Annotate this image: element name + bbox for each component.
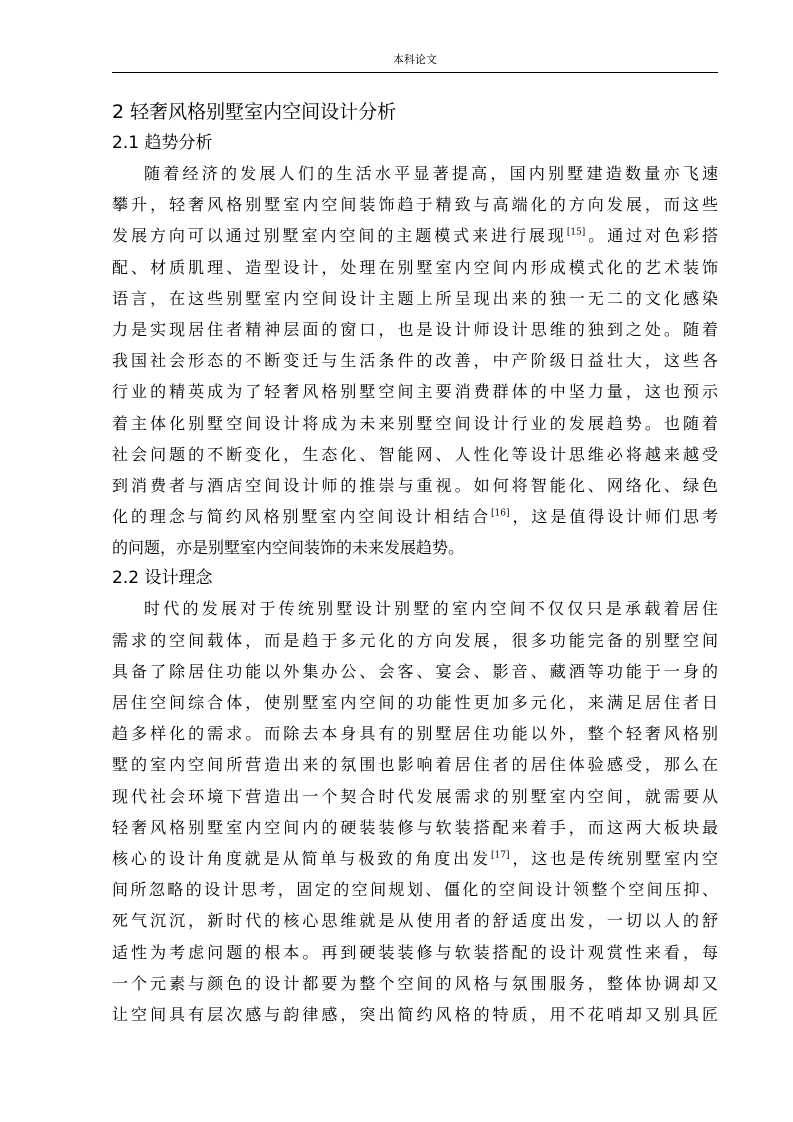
paragraph-line: 需求的空间载体，而是趋于多元化的方向发展，很多功能完备的别墅空间 [112, 630, 718, 650]
paragraph-line: 墅的室内空间所营造出来的氛围也影响着居住者的居住体验感受，那么在 [112, 755, 718, 775]
paragraph-line: 现代社会环境下营造出一个契合时代发展需求的别墅室内空间，就需要从 [112, 786, 718, 806]
paragraph-line: 死气沉沉，新时代的核心思维就是从使用者的舒适度出发，一切以人的舒 [112, 911, 718, 931]
section-heading-2-2: 2.2 设计理念 [112, 568, 213, 589]
paragraph-line: 适性为考虑问题的根本。再到硬装装修与软装搭配的设计观赏性来看，每 [112, 942, 718, 962]
line-text: 发展方向可以通过别墅室内空间的主题模式来进行展现 [112, 226, 567, 246]
page-content [112, 96, 718, 1030]
citation-ref-15: [15] [566, 228, 586, 239]
chapter-heading: 2 轻奢风格别墅室内空间设计分析 [112, 101, 397, 123]
line-text: 化的理念与简约风格别墅室内空间设计相结合 [112, 507, 492, 527]
paragraph-line [112, 220, 718, 251]
paragraph-line: 我国社会形态的不断变迁与生活条件的改善，中产阶级日益壮大，这些各 [112, 351, 718, 371]
paragraph-line: 居住空间综合体，使别墅室内空间的功能性更加多元化，来满足居住者日 [112, 693, 718, 712]
paragraph-line: 间所忽略的设计思考，固定的空间规划、僵化的空间设计领整个空间压抑、 [112, 880, 718, 900]
paragraph-line: 配、材质肌理、造型设计，处理在别墅室内空间内形成模式化的艺术装饰 [112, 257, 718, 277]
paragraph-line: 社会问题的不断变化，生态化、智能网、人性化等设计思维必将越来越受 [112, 444, 718, 464]
section-heading-2-1: 2.1 趋势分析 [112, 133, 213, 153]
header-rule [112, 72, 718, 73]
paragraph-line: 随着经济的发展人们的生活水平显著提高，国内别墅建造数量亦飞速 [144, 164, 718, 183]
paragraph-line: 行业的精英成为了轻奢风格别墅空间主要消费群体的中坚力量，这也预示 [112, 382, 718, 402]
line-text: ，这也是传统别墅室内空 [509, 848, 718, 868]
line-text: 。通过对色彩搭 [585, 226, 718, 246]
citation-ref-16: [16] [491, 508, 510, 519]
paragraph-line: 语言，在这些别墅室内空间设计主题上所呈现出来的独一无二的文化感染 [112, 288, 718, 308]
line-text: 核心的设计角度就是从简单与极致的角度出发 [112, 848, 492, 868]
paragraph-line: 到消费者与酒店空间设计师的推崇与重视。如何将智能化、网络化、绿色 [112, 475, 718, 495]
paragraph-line: 的问题，亦是别墅室内空间装饰的未来发展趋势。 [112, 538, 465, 558]
paragraph-line: 让空间具有层次感与韵律感，突出简约风格的特质，用不花哨却又别具匠 [112, 1004, 718, 1024]
paragraph-line [112, 843, 718, 874]
paragraph-trend-analysis [112, 158, 718, 563]
paragraph-line [112, 501, 718, 532]
paragraph-design-concept [112, 593, 718, 1030]
paragraph-line: 着主体化别墅空间设计将成为未来别墅空间设计行业的发展趋势。也随着 [112, 413, 718, 433]
paragraph-line: 力是实现居住者精神层面的窗口，也是设计师设计思维的独到之处。随着 [112, 319, 718, 339]
paragraph-line: 具备了除居住功能以外集办公、会客、宴会、影音、藏酒等功能于一身的 [112, 661, 718, 681]
running-header: 本科论文 [393, 53, 437, 66]
paragraph-line: 攀升，轻奢风格别墅室内空间装饰趋于精致与高端化的方向发展，而这些 [112, 195, 718, 215]
line-text: ，这是值得设计师们思考 [509, 507, 718, 527]
paragraph-line: 趋多样化的需求。而除去本身具有的别墅居住功能以外，整个轻奢风格别 [112, 724, 718, 744]
paragraph-line: 轻奢风格别墅室内空间内的硬装装修与软装搭配来着手，而这两大板块最 [112, 817, 718, 837]
paragraph-line: 一个元素与颜色的设计都要为整个空间的风格与氛围服务，整体协调却又 [112, 973, 718, 993]
citation-ref-17: [17] [491, 850, 510, 861]
paragraph-line: 时代的发展对于传统别墅设计别墅的室内空间不仅仅只是承载着居住 [144, 599, 718, 619]
